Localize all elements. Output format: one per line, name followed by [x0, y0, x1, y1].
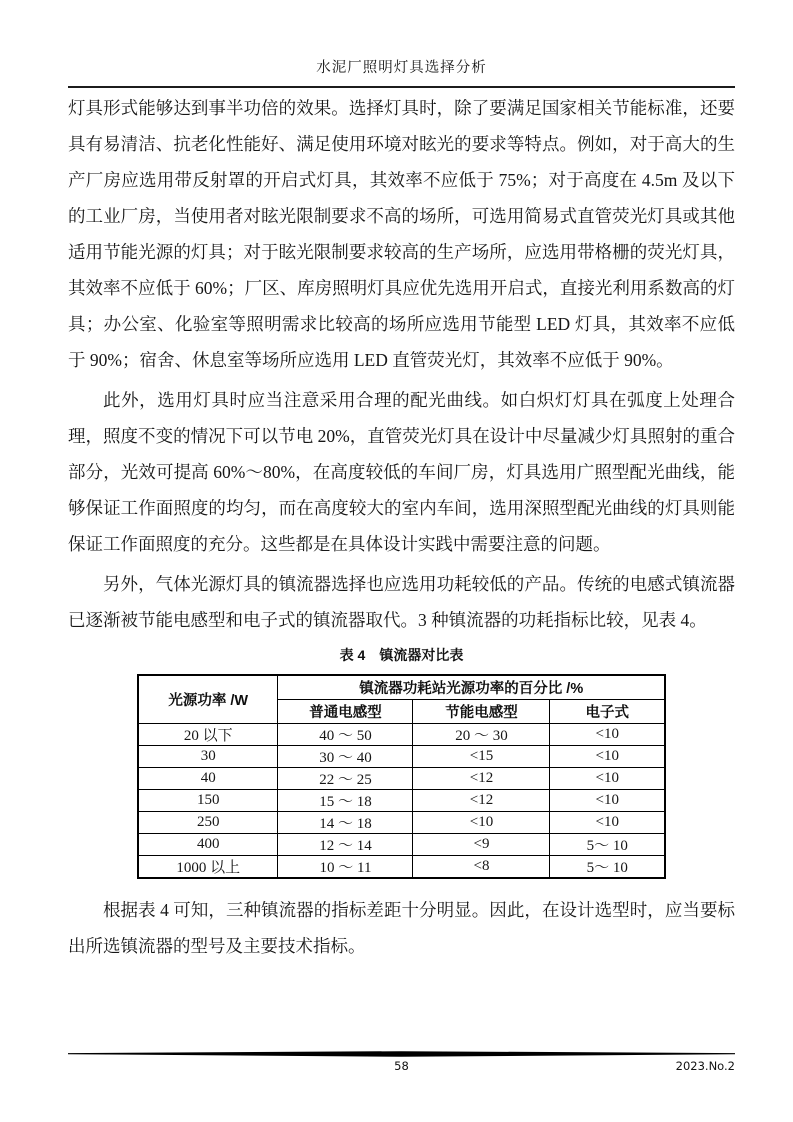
cell-energy-saving: <12	[413, 790, 550, 812]
cell-electronic: 5～ 10	[550, 834, 665, 856]
table-caption: 表 4 镇流器对比表	[339, 647, 464, 663]
cell-power: 40	[138, 768, 278, 790]
cell-energy-saving: <15	[413, 746, 550, 768]
issue-number: 2023.No.2	[675, 1059, 735, 1073]
cell-energy-saving: <12	[413, 768, 550, 790]
paragraph-ballast-intro: 另外，气体光源灯具的镇流器选择也应选用功耗较低的产品。传统的电感式镇流器已逐渐被节能电感型和电子式的镇流器取代。3 种镇流器的功耗指标比较，见表 4。	[68, 574, 735, 630]
table-row	[138, 812, 665, 834]
paragraph-lighting-selection: 灯具形式能够达到事半功倍的效果。选择灯具时，除了要满足国家相关节能标准，还要具有易清洁、抗老化性能好、满足使用环境对眩光的要求等特点。例如，对于高大的生产厂房应选用带反射罩的开启式灯具，其效率不应低于 75%；对于高度在 4.5m 及以下的工业厂房，当使用者对眩光限制要求不高的场所，可选用简易式直管荧光灯具或其他适用节能光源的灯具；对于眩光限制要求较高的生产场所，应选用带格栅的荧光灯具，其效率不应低于 60%；厂区、库房照明灯具应优先选用开启式，直接光利用系数高的灯具；办公室、化验室等照明需求比较高的场所应选用节能型 LED 灯具，其效率不应低于 90%；宿舍、休息室等场所应选用 LED 直管荧光灯，其效率不应低于 90%。	[68, 98, 735, 370]
cell-power: 20 以下	[138, 724, 278, 746]
col-header-source-power: 光源功率 /W	[138, 675, 278, 724]
cell-power: 150	[138, 790, 278, 812]
cell-power: 250	[138, 812, 278, 834]
cell-power: 30	[138, 746, 278, 768]
page-header-title: 水泥厂照明灯具选择分析	[316, 60, 487, 76]
table-row	[138, 790, 665, 812]
table-row	[138, 768, 665, 790]
cell-energy-saving: 20 ～ 30	[413, 724, 550, 746]
page-number: 58	[394, 1059, 409, 1073]
cell-ordinary: 14 ～ 18	[278, 812, 413, 834]
table-row	[138, 724, 665, 746]
cell-ordinary: 10 ～ 11	[278, 856, 413, 879]
cell-electronic: <10	[550, 790, 665, 812]
cell-power: 400	[138, 834, 278, 856]
running-header	[68, 0, 735, 88]
article-body	[68, 90, 735, 964]
cell-energy-saving: <9	[413, 834, 550, 856]
cell-ordinary: 30 ～ 40	[278, 746, 413, 768]
footer-rule	[68, 1051, 735, 1057]
col-header-energy-saving-inductive: 节能电感型	[413, 700, 550, 724]
table-row	[138, 856, 665, 879]
cell-electronic: <10	[550, 724, 665, 746]
header-rule	[68, 86, 735, 88]
cell-power: 1000 以上	[138, 856, 278, 879]
cell-electronic: <10	[550, 812, 665, 834]
table-row	[138, 834, 665, 856]
cell-electronic: <10	[550, 768, 665, 790]
cell-electronic: <10	[550, 746, 665, 768]
paragraph-conclusion: 根据表 4 可知，三种镇流器的指标差距十分明显。因此，在设计选型时，应当要标出所选镇流器的型号及主要技术指标。	[68, 900, 735, 956]
table-row	[138, 746, 665, 768]
col-header-electronic: 电子式	[550, 700, 665, 724]
cell-ordinary: 22 ～ 25	[278, 768, 413, 790]
footer-text-row	[68, 1059, 735, 1075]
cell-energy-saving: <8	[413, 856, 550, 879]
page-footer	[68, 1051, 735, 1075]
cell-ordinary: 40 ～ 50	[278, 724, 413, 746]
cell-ordinary: 12 ～ 14	[278, 834, 413, 856]
ballast-comparison-table	[137, 674, 666, 879]
paragraph-light-distribution: 此外，选用灯具时应当注意采用合理的配光曲线。如白炽灯灯具在弧度上处理合理，照度不变的情况下可以节电 20%，直管荧光灯具在设计中尽量减少灯具照射的重合部分，光效可提高 60%～80%，在高度较低的车间厂房，灯具选用广照型配光曲线，能够保证工作面照度的均匀，而在高度较大的室内车间，选用深照型配光曲线的灯具则能保证工作面照度的充分。这些都是在具体设计实践中需要注意的问题。	[68, 390, 735, 554]
table-header-row-1	[138, 675, 665, 700]
col-header-ordinary-inductive: 普通电感型	[278, 700, 413, 724]
cell-electronic: 5～ 10	[550, 856, 665, 879]
col-header-ballast-percentage-group: 镇流器功耗站光源功率的百分比 /%	[278, 675, 665, 700]
cell-energy-saving: <10	[413, 812, 550, 834]
cell-ordinary: 15 ～ 18	[278, 790, 413, 812]
